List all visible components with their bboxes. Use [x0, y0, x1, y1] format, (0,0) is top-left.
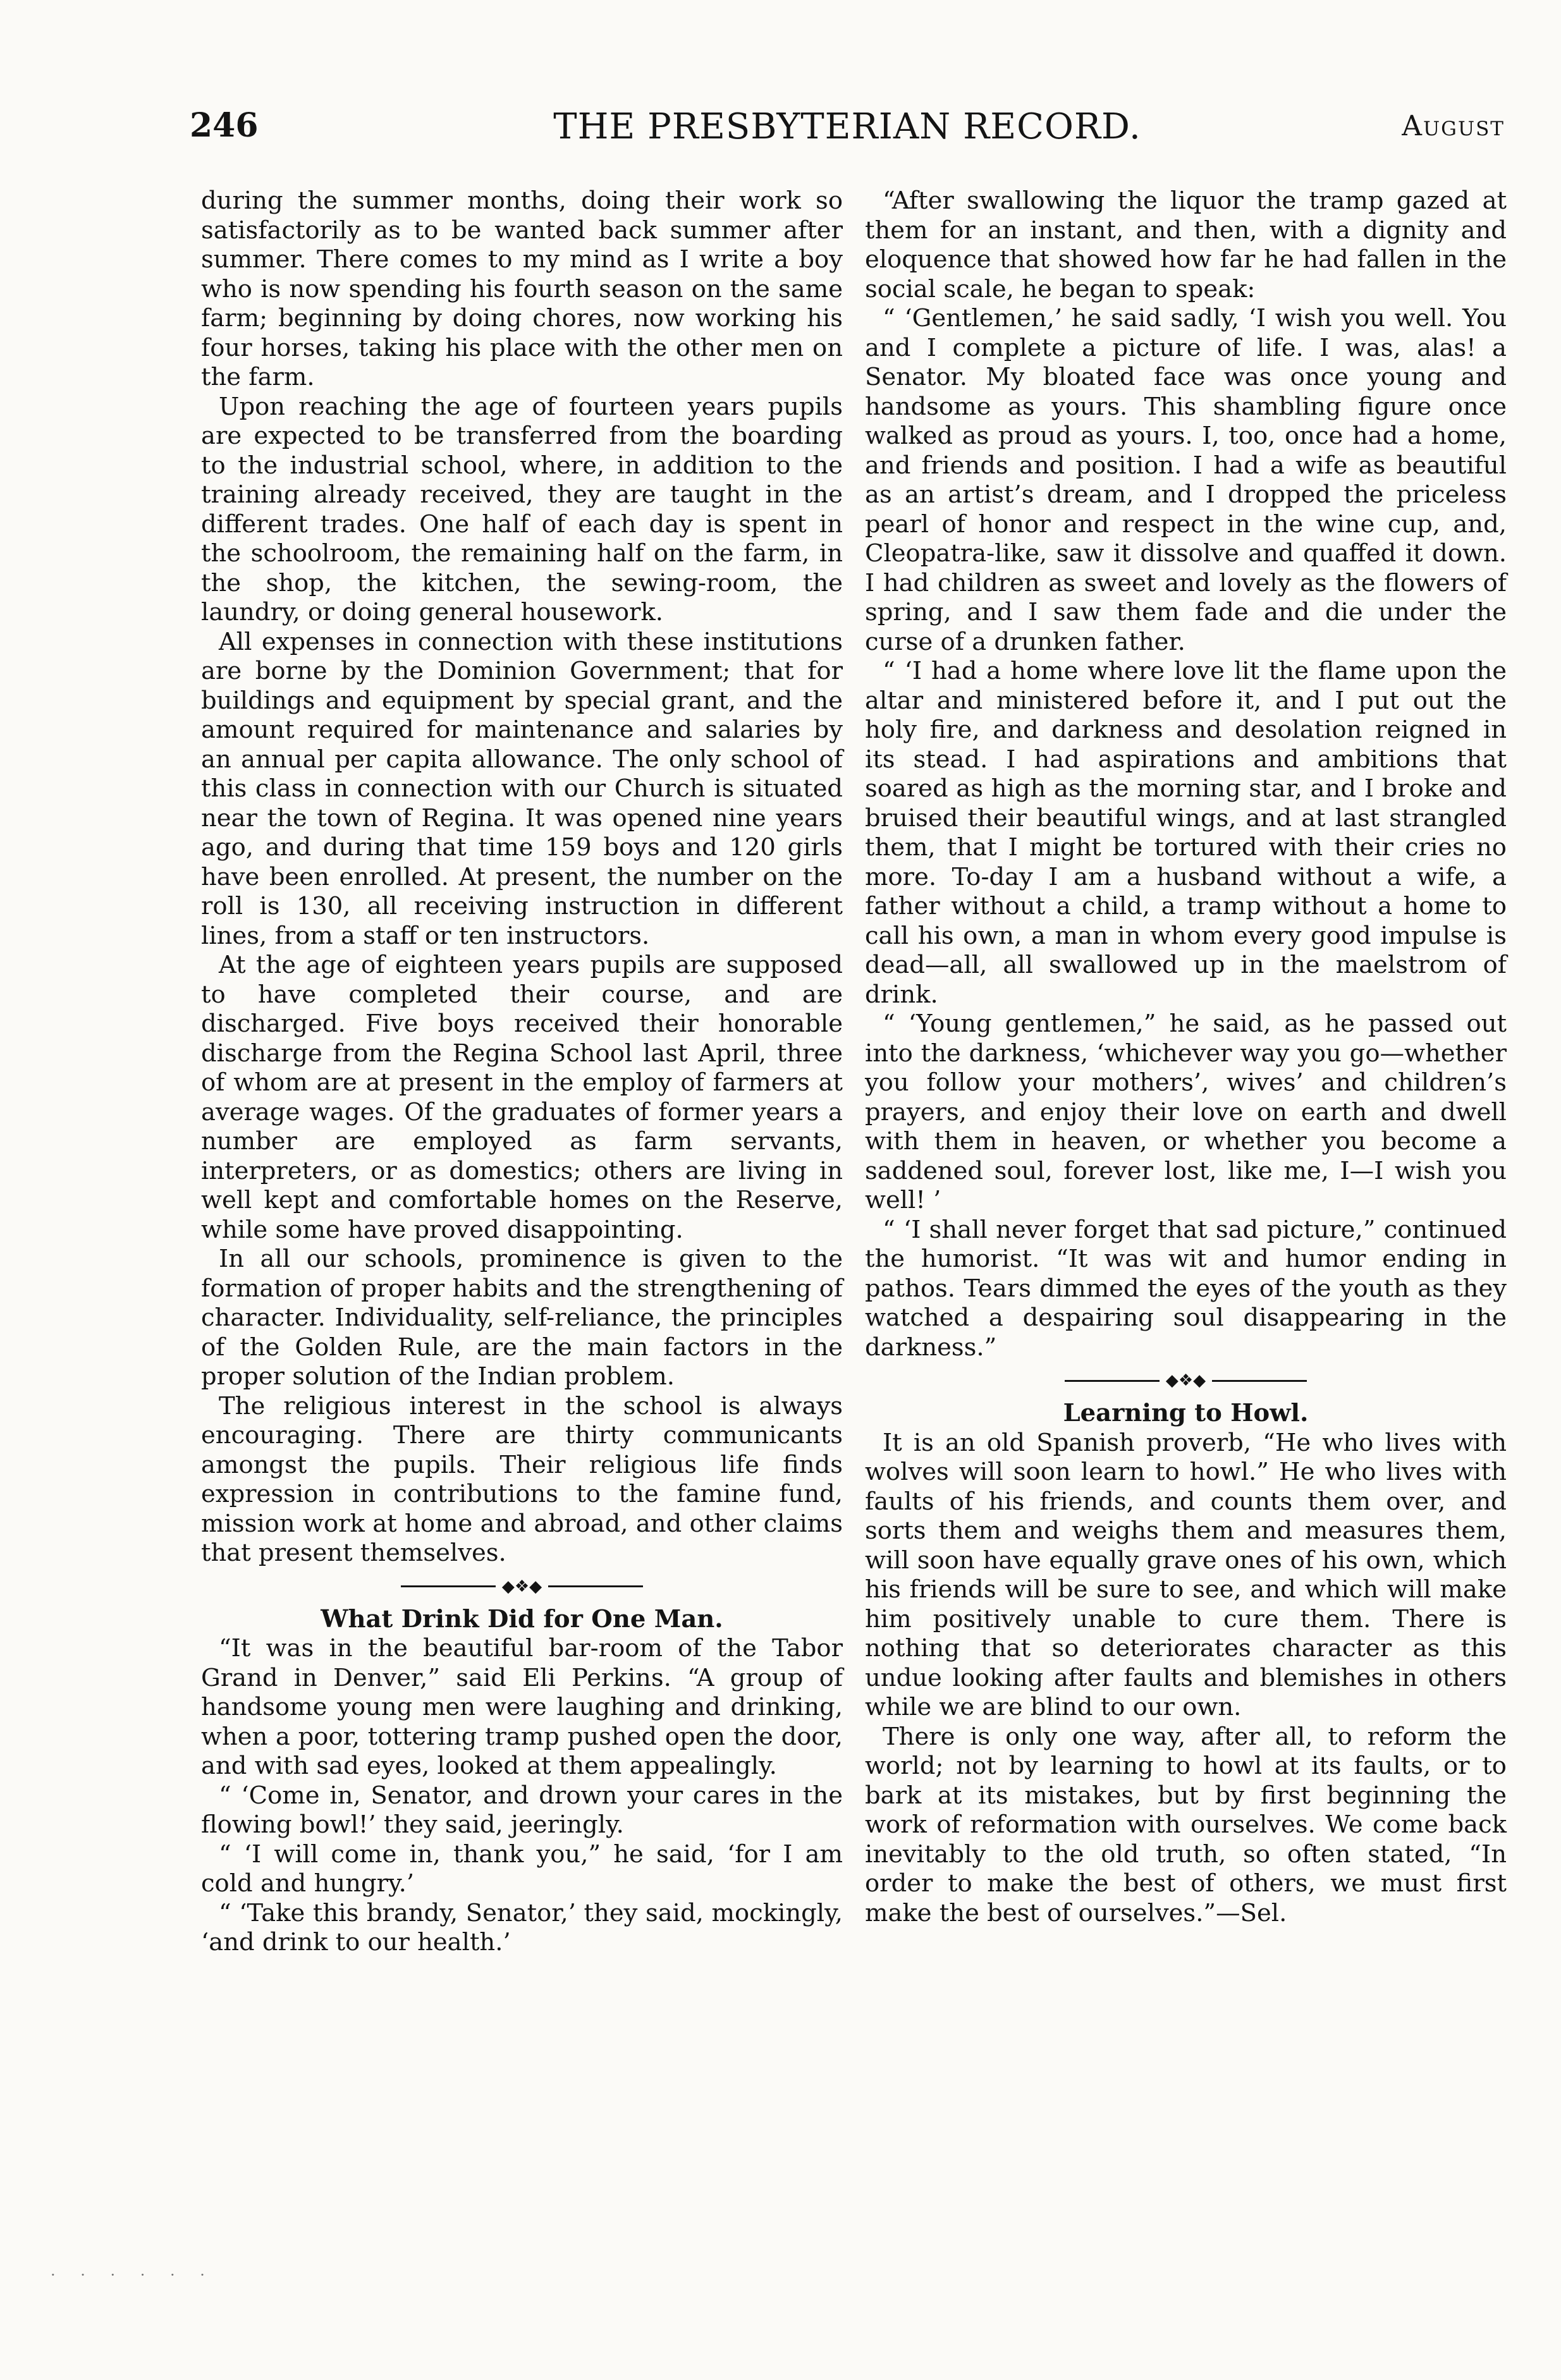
left-column: [201, 186, 843, 1958]
paragraph: “ ‘Young gentlemen,” he said, as he passed out into the darkness, ‘whichever way you go—whether you follow your mothers’, wives’ and children’s prayers, and enjoy their love on earth and dwell with them in heaven, or whether you become a saddened soul, forever lost, like me, I—I wish you well! ’: [865, 1010, 1507, 1214]
paragraph: All expenses in connection with these institutions are borne by the Dominion Government; that for buildings and equipment by special grant, and the amount required for maintenance and salaries by an annual per capita allowance. The only school of this class in connection with our Church is situated near the town of Regina. It was opened nine years ago, and during that time 159 boys and 120 girls have been enrolled. At present, the number on the roll is 130, all receiving instruction in different lines, from a staff or ten instructors.: [201, 627, 843, 950]
paragraph: “ ‘Gentlemen,’ he said sadly, ‘I wish you well. You and I complete a picture of life. I was, alas! a Senator. My bloated face was once young and handsome as yours. This shambling figure once walked as proud as yours. I, too, once had a home, and friends and position. I had a wife as beautiful as an artist’s dream, and I dropped the priceless pearl of honor and respect in the wine cup, and, Cleopatra-like, saw it dissolve and quaffed it down. I had children as sweet and lovely as the flowers of spring, and I saw them fade and die under the curse of a drunken father.: [865, 304, 1507, 656]
section-heading: Learning to Howl.: [1063, 1399, 1309, 1427]
page-header: [190, 106, 1505, 157]
paragraph: There is only one way, after all, to reform the world; not by learning to howl at its faults, or to bark at its mistakes, but by first beginning the work of reformation with ourselves. We come back inevitably to the old truth, so often stated, “In order to make the best of others, we must first make the best of ourselves.”—Sel.: [865, 1722, 1507, 1927]
paragraph: “ ‘I will come in, thank you,” he said, ‘for I am cold and hungry.’: [201, 1840, 843, 1898]
paragraph: It is an old Spanish proverb, “He who lives with wolves will soon learn to howl.” He who lives with faults of his friends, and counts them over, and sorts them and weighs them and measures them, will soon have equally grave ones of his own, which his friends will be sure to see, and which will make him positively unable to cure them. There is nothing that so deteriorates character as this undue looking after faults and blemishes in others while we are blind to our own.: [865, 1428, 1507, 1721]
paragraph: “ ‘Come in, Senator, and drown your cares in the flowing bowl!’ they said, jeeringly.: [201, 1781, 843, 1839]
divider-line: [548, 1585, 643, 1587]
ornament-icon: ◆❖◆: [501, 1577, 542, 1596]
section-divider: [865, 1366, 1507, 1395]
divider-line: [401, 1585, 496, 1587]
paragraph: during the summer months, doing their work so satisfactorily as to be wanted back summer after summer. There comes to my mind as I write a boy who is now spending his fourth season on the same farm; beginning by doing chores, now working his four horses, taking his place with the other men on the farm.: [201, 186, 843, 391]
paragraph: The religious interest in the school is always encouraging. There are thirty communicants amongst the pupils. Their religious life finds expression in contributions to the famine fund, mission work at home and abroad, and other claims that present themselves.: [201, 1391, 843, 1567]
section-heading: What Drink Did for One Man.: [321, 1604, 723, 1633]
page-title: THE PRESBYTERIAN RECORD.: [553, 106, 1141, 147]
paragraph: In all our schools, prominence is given to the formation of proper habits and the strengthening of character. Individuality, self-reliance, the principles of the Golden Rule, are the main factors in the proper solution of the Indian problem.: [201, 1245, 843, 1391]
page-number: 246: [190, 106, 259, 145]
right-column: [865, 186, 1507, 1928]
divider-line: [1212, 1380, 1307, 1382]
paragraph: “ ‘Take this brandy, Senator,’ they said, mockingly, ‘and drink to our health.’: [201, 1898, 843, 1956]
section-divider: [201, 1572, 843, 1601]
scan-specks: · · · · · ·: [51, 2266, 215, 2284]
paragraph: At the age of eighteen years pupils are supposed to have completed their course, and are discharged. Five boys received their honorable discharge from the Regina School last April, three of whom are at present in the employ of farmers at average wages. Of the graduates of former years a number are employed as farm servants, interpreters, or as domestics; others are living in well kept and comfortable homes on the Reserve, while some have proved disappointing.: [201, 951, 843, 1244]
paragraph: “It was in the beautiful bar-room of the Tabor Grand in Denver,” said Eli Perkins. “A group of handsome young men were laughing and drinking, when a poor, tottering tramp pushed open the door, and with sad eyes, looked at them appealingly.: [201, 1634, 843, 1780]
paragraph: “ ‘I shall never forget that sad picture,” continued the humorist. “It was wit and humor ending in pathos. Tears dimmed the eyes of the youth as they watched a despairing soul disappearing in the darkness.”: [865, 1215, 1507, 1362]
page-month: August: [1402, 110, 1505, 142]
paragraph: Upon reaching the age of fourteen years pupils are expected to be transferred from the boarding to the industrial school, where, in addition to the training already received, they are taught in the different trades. One half of each day is spent in the schoolroom, the remaining half on the farm, in the shop, the kitchen, the sewing-room, the laundry, or doing general housework.: [201, 392, 843, 626]
divider-line: [1065, 1380, 1160, 1382]
ornament-icon: ◆❖◆: [1165, 1371, 1206, 1390]
paragraph: “After swallowing the liquor the tramp gazed at them for an instant, and then, with a dignity and eloquence that showed how far he had fallen in the social scale, he began to speak:: [865, 186, 1507, 303]
paragraph: “ ‘I had a home where love lit the flame upon the altar and ministered before it, and I put out the holy fire, and darkness and desolation reigned in its stead. I had aspirations and ambitions that soared as high as the morning star, and I broke and bruised their beautiful wings, and at last strangled them, that I might be tortured with their cries no more. To-day I am a husband without a wife, a father without a child, a tramp without a home to call his own, a man in whom every good impulse is dead—all, all swallowed up in the maelstrom of drink.: [865, 657, 1507, 1009]
